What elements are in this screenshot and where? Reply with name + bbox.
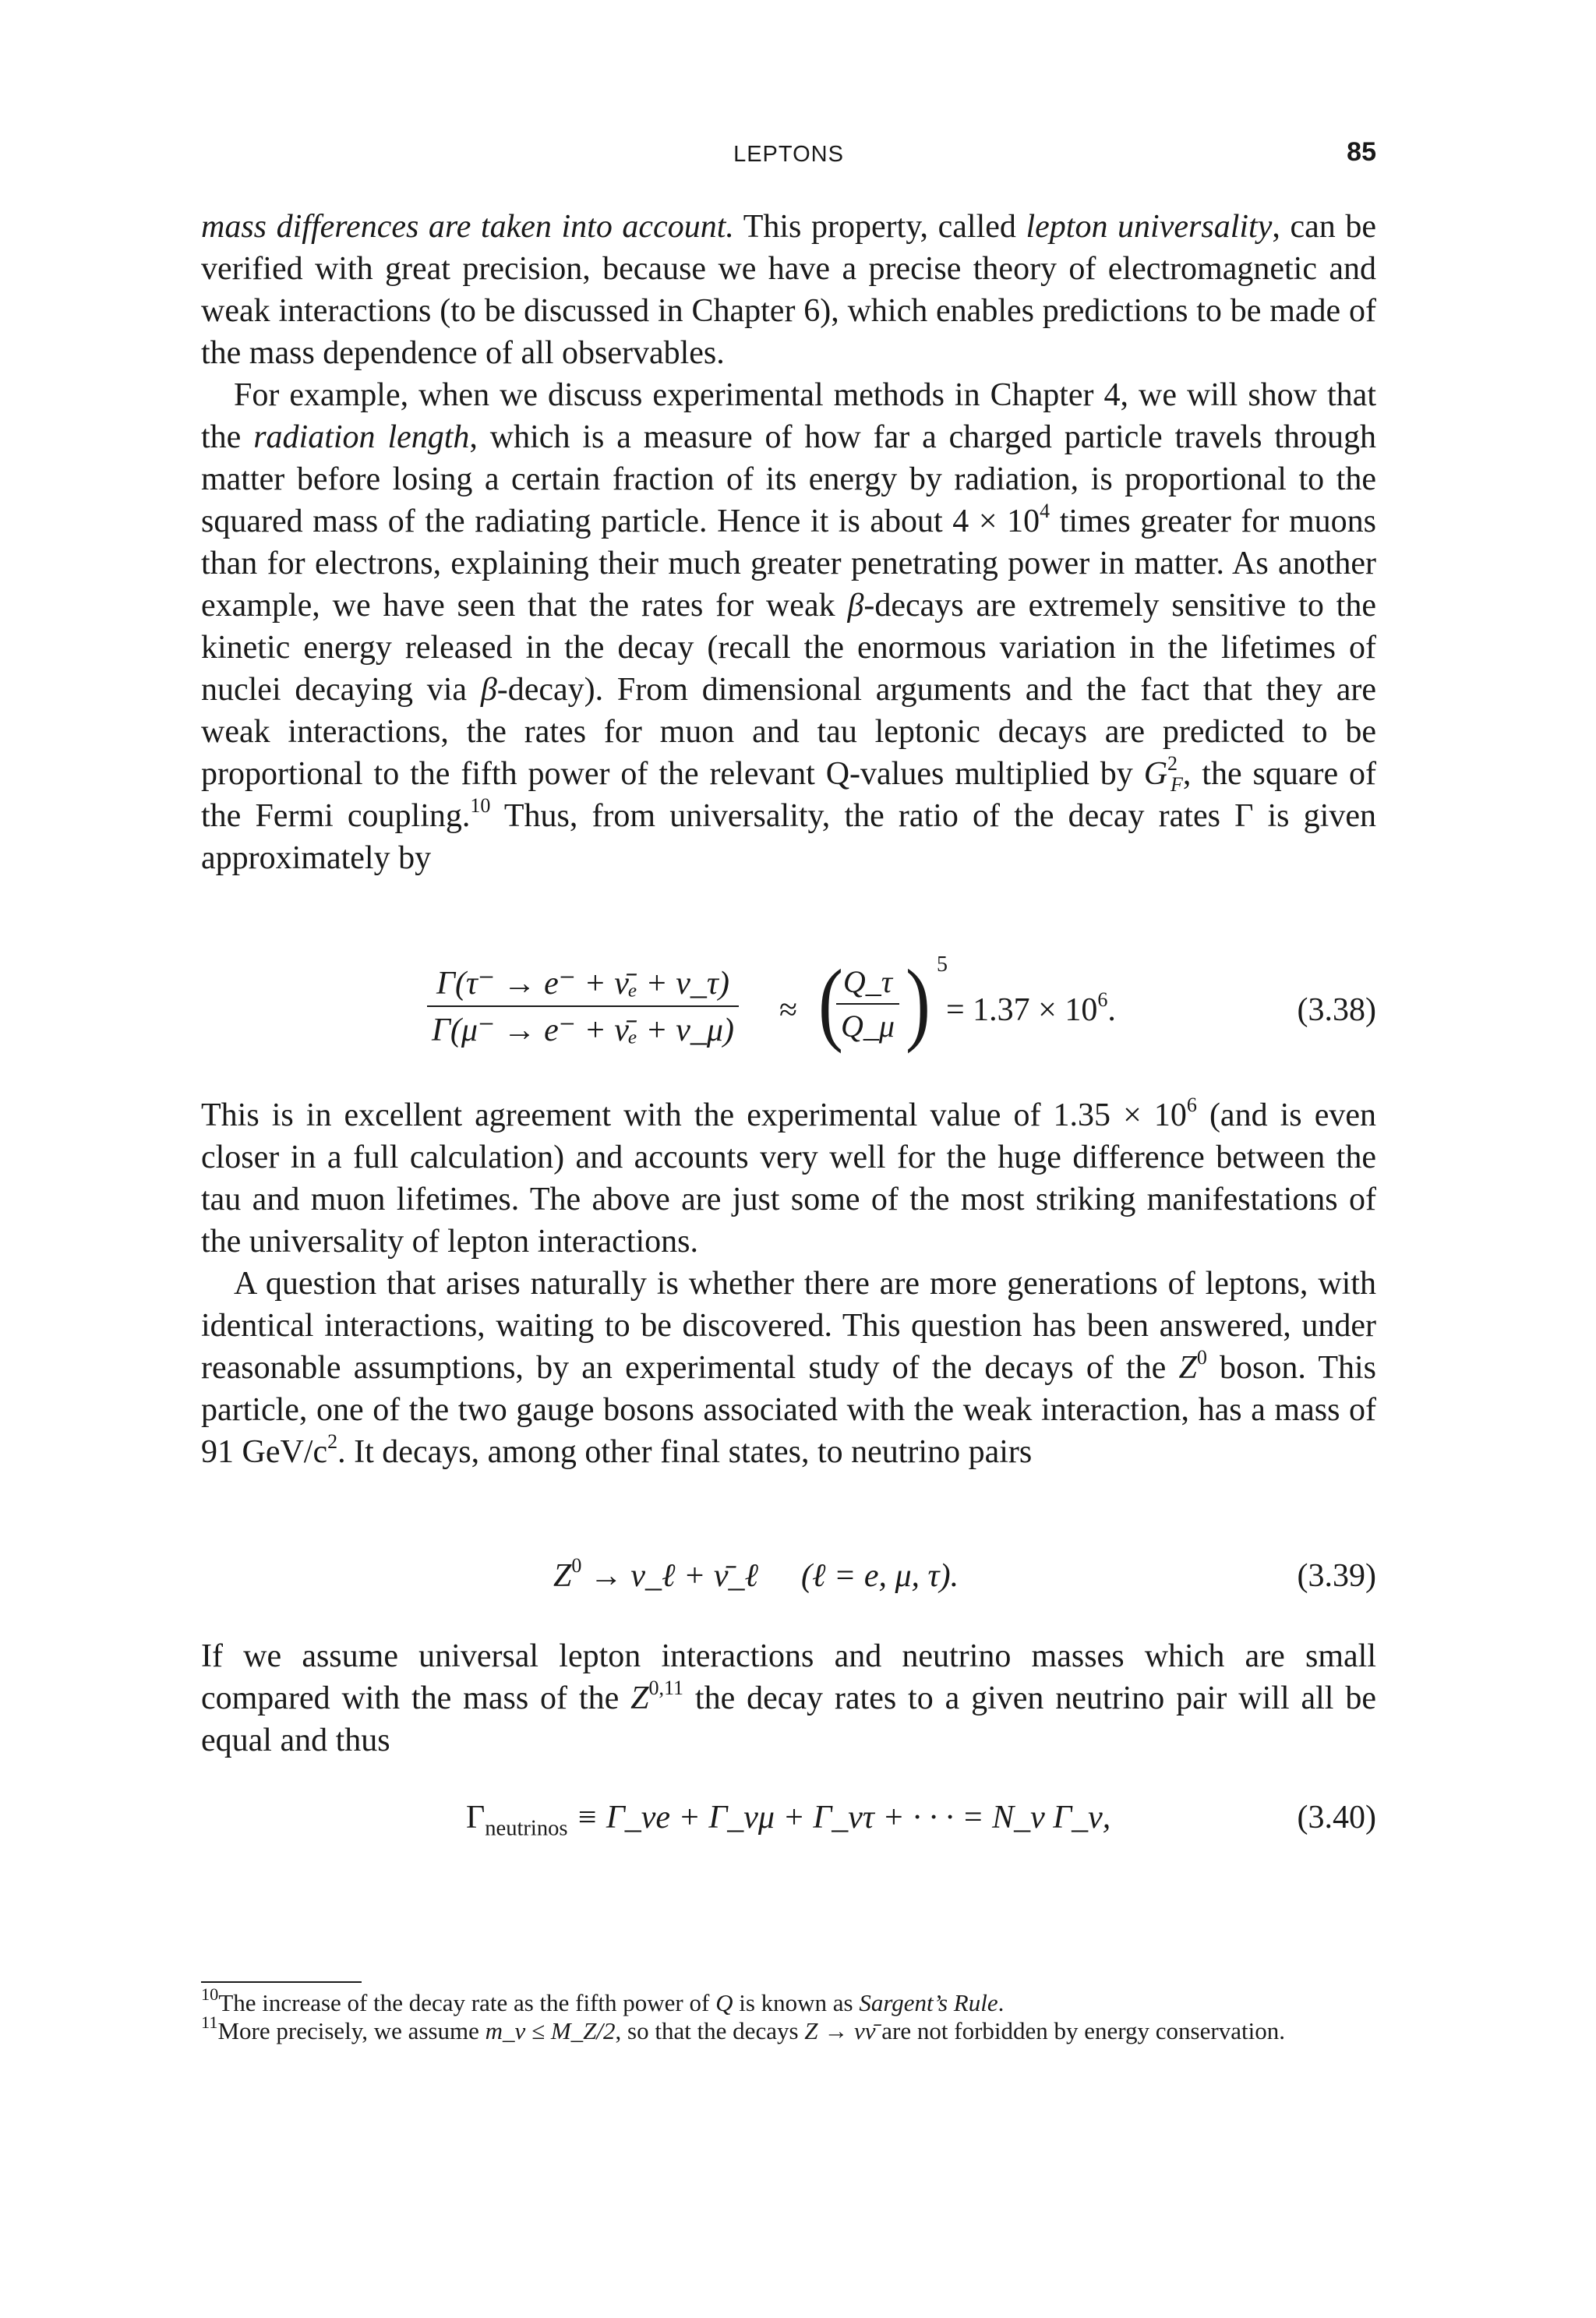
footnote-ref-11[interactable]: ,11 — [659, 1677, 684, 1700]
equation-body — [466, 1799, 1111, 1841]
text-run: (and is even closer in a full calculation) and accounts very well for the huge difference between the tau and muon lifetimes. The above are just some of the most striking manifestations of the universality of lepton interactions. — [201, 1097, 1376, 1260]
equation-rhs: → ν_ℓ + ν̄_ℓ — [581, 1558, 758, 1594]
equation-3-40 — [201, 1799, 1376, 1846]
superscript: 2 — [327, 1430, 338, 1454]
text-run: This is in excellent agreement with the experimental value of 1.35 × 10 — [201, 1097, 1187, 1133]
fraction-bar — [427, 1005, 739, 1007]
text-run: , so that the decays — [615, 2017, 805, 2044]
fraction-bar — [836, 1003, 899, 1005]
text-run: is known as — [733, 1989, 860, 2016]
text-run: the decay rates to a given neutrino pair will all be equal and thus — [201, 1680, 1376, 1758]
text-run: , the square of the Fermi coupling. — [201, 756, 1376, 834]
footnote-10 — [201, 1984, 1376, 2017]
q-mu: Q_μ — [841, 1009, 895, 1044]
equation-rhs — [946, 988, 1116, 1029]
body-text-block-2 — [201, 1094, 1376, 1473]
superscript: 2 — [1167, 752, 1178, 776]
symbol-beta: β — [480, 672, 497, 708]
equation-rhs: ≡ Γ_νe + Γ_νμ + Γ_ντ + · · · = N_ν Γ_ν, — [567, 1800, 1111, 1836]
fraction-numerator: Γ(τ⁻ → e⁻ + ν̄ₑ + ν_τ) — [436, 966, 729, 1002]
paragraph-5 — [201, 1635, 1376, 1761]
text-run: For example, when we discuss experimental methods in Chapter 4, we will show that the — [201, 377, 1376, 455]
fraction-denominator: Γ(μ⁻ → e⁻ + ν̄ₑ + ν_μ) — [432, 1012, 734, 1048]
text-run: The increase of the decay rate as the fifth power of — [218, 1989, 716, 2016]
text-run: boson. This particle, one of the two gauge bosons associated with the weak interaction, has a mass of 91 GeV/c — [201, 1350, 1376, 1470]
superscript: 0 — [1196, 1346, 1207, 1369]
symbol-z-boson: Z — [1178, 1350, 1197, 1386]
equation-number: (3.38) — [1297, 992, 1376, 1028]
page-number: 85 — [1347, 137, 1376, 167]
left-paren: ( — [817, 950, 843, 1054]
text-run: -decays are extremely sensitive to the kinetic energy released in the decay (recall the enormous variation in the lifetimes of nuclei decaying via — [201, 588, 1376, 708]
paragraph-4 — [201, 1263, 1376, 1473]
symbol-gamma: Γ — [466, 1800, 486, 1836]
text-run: This property, called — [733, 209, 1026, 245]
symbol-fermi-coupling: G — [1143, 756, 1168, 792]
symbol-beta: β — [847, 588, 864, 624]
text-run: If we assume universal lepton interactions and neutrino masses which are small compared with the mass of the — [201, 1638, 1376, 1716]
text-run: -decay). From dimensional arguments and the fact that they are weak interactions, the rates for muon and tau leptonic decays are predicted to be proportional to the fifth power of the relevant Q-values multiplied by — [201, 672, 1376, 792]
footnote-rule — [201, 1981, 362, 1983]
equation-3-39 — [201, 1554, 1376, 1601]
exponent: 5 — [937, 952, 948, 977]
subscript: F — [1170, 773, 1183, 797]
text-run: are not forbidden by energy conservation. — [875, 2017, 1285, 2044]
paragraph-2 — [201, 374, 1376, 879]
chapter-title: LEPTONS — [733, 142, 844, 167]
emphasis-text: mass differences are taken into account. — [201, 209, 734, 245]
rhs-value: = 1.37 × 10 — [946, 992, 1098, 1028]
superscript: 6 — [1097, 988, 1108, 1012]
math-inline: Z → νν̄ — [804, 2017, 876, 2044]
equation-condition: (ℓ = e, μ, τ). — [801, 1558, 959, 1594]
term-lepton-universality: lepton universality — [1026, 209, 1273, 245]
symbol-z: Z — [553, 1558, 572, 1594]
superscript: 0 — [648, 1677, 659, 1700]
superscript: 4 — [1040, 500, 1050, 523]
equation-number: (3.40) — [1297, 1800, 1376, 1836]
running-head — [201, 137, 1376, 176]
text-run: More precisely, we assume — [217, 2017, 486, 2044]
q-ratio — [836, 963, 899, 1044]
text-run: times greater for muons than for electrons, explaining their much greater penetrating power in matter. As another example, we have seen that the rates for weak — [201, 504, 1376, 624]
q-tau: Q_τ — [842, 964, 893, 999]
math-inline: m_ν ≤ M_Z/2 — [485, 2017, 616, 2044]
superscript: 6 — [1186, 1094, 1197, 1117]
decay-rate-ratio — [427, 963, 739, 1049]
equation-number: (3.39) — [1297, 1558, 1376, 1594]
footnote-mark: 10 — [201, 1984, 219, 2005]
text-run: . — [998, 1989, 1005, 2016]
paragraph-1 — [201, 206, 1376, 374]
approx-sign: ≈ — [779, 992, 798, 1028]
text-run: Thus, from universality, the ratio of the decay rates Γ is given approximately by — [201, 798, 1376, 876]
footnotes — [201, 1984, 1376, 2045]
footnote-ref-10[interactable]: 10 — [470, 794, 491, 818]
text-run: , can be verified with great precision, because we have a precise theory of electromagnetic and weak interactions (to be discussed in Chapter 6), which enables predictions to be made of the mass dependence of all observables. — [201, 209, 1376, 371]
paragraph-3 — [201, 1094, 1376, 1263]
body-text-block-1 — [201, 206, 1376, 879]
equation-3-38 — [201, 950, 1376, 1072]
subscript: neutrinos — [485, 1816, 568, 1841]
symbol-z-boson: Z — [630, 1680, 649, 1716]
term-sargents-rule: Sargent’s Rule — [859, 1989, 998, 2016]
right-paren: ) — [905, 950, 930, 1054]
footnote-11 — [201, 2012, 1376, 2045]
text-run: , which is a measure of how far a charged particle travels through matter before losing a certain fraction of its energy by radiation, is proportional to the squared mass of the radiating particle. Hence it is about 4 × 10 — [201, 419, 1376, 539]
text-run: . — [1107, 992, 1116, 1028]
body-text-block-3 — [201, 1635, 1376, 1761]
equation-lhs — [553, 1554, 758, 1595]
footnote-mark: 11 — [201, 2012, 218, 2033]
text-run: . It decays, among other final states, to neutrino pairs — [337, 1434, 1033, 1470]
term-radiation-length: radiation length — [253, 419, 470, 455]
superscript: 0 — [571, 1554, 582, 1578]
text-run: A question that arises naturally is whether there are more generations of leptons, with identical interactions, waiting to be discovered. This question has been answered, under reasonable assumptions, by an experimental study of the decays of the — [201, 1266, 1376, 1386]
symbol-q: Q — [715, 1989, 733, 2016]
